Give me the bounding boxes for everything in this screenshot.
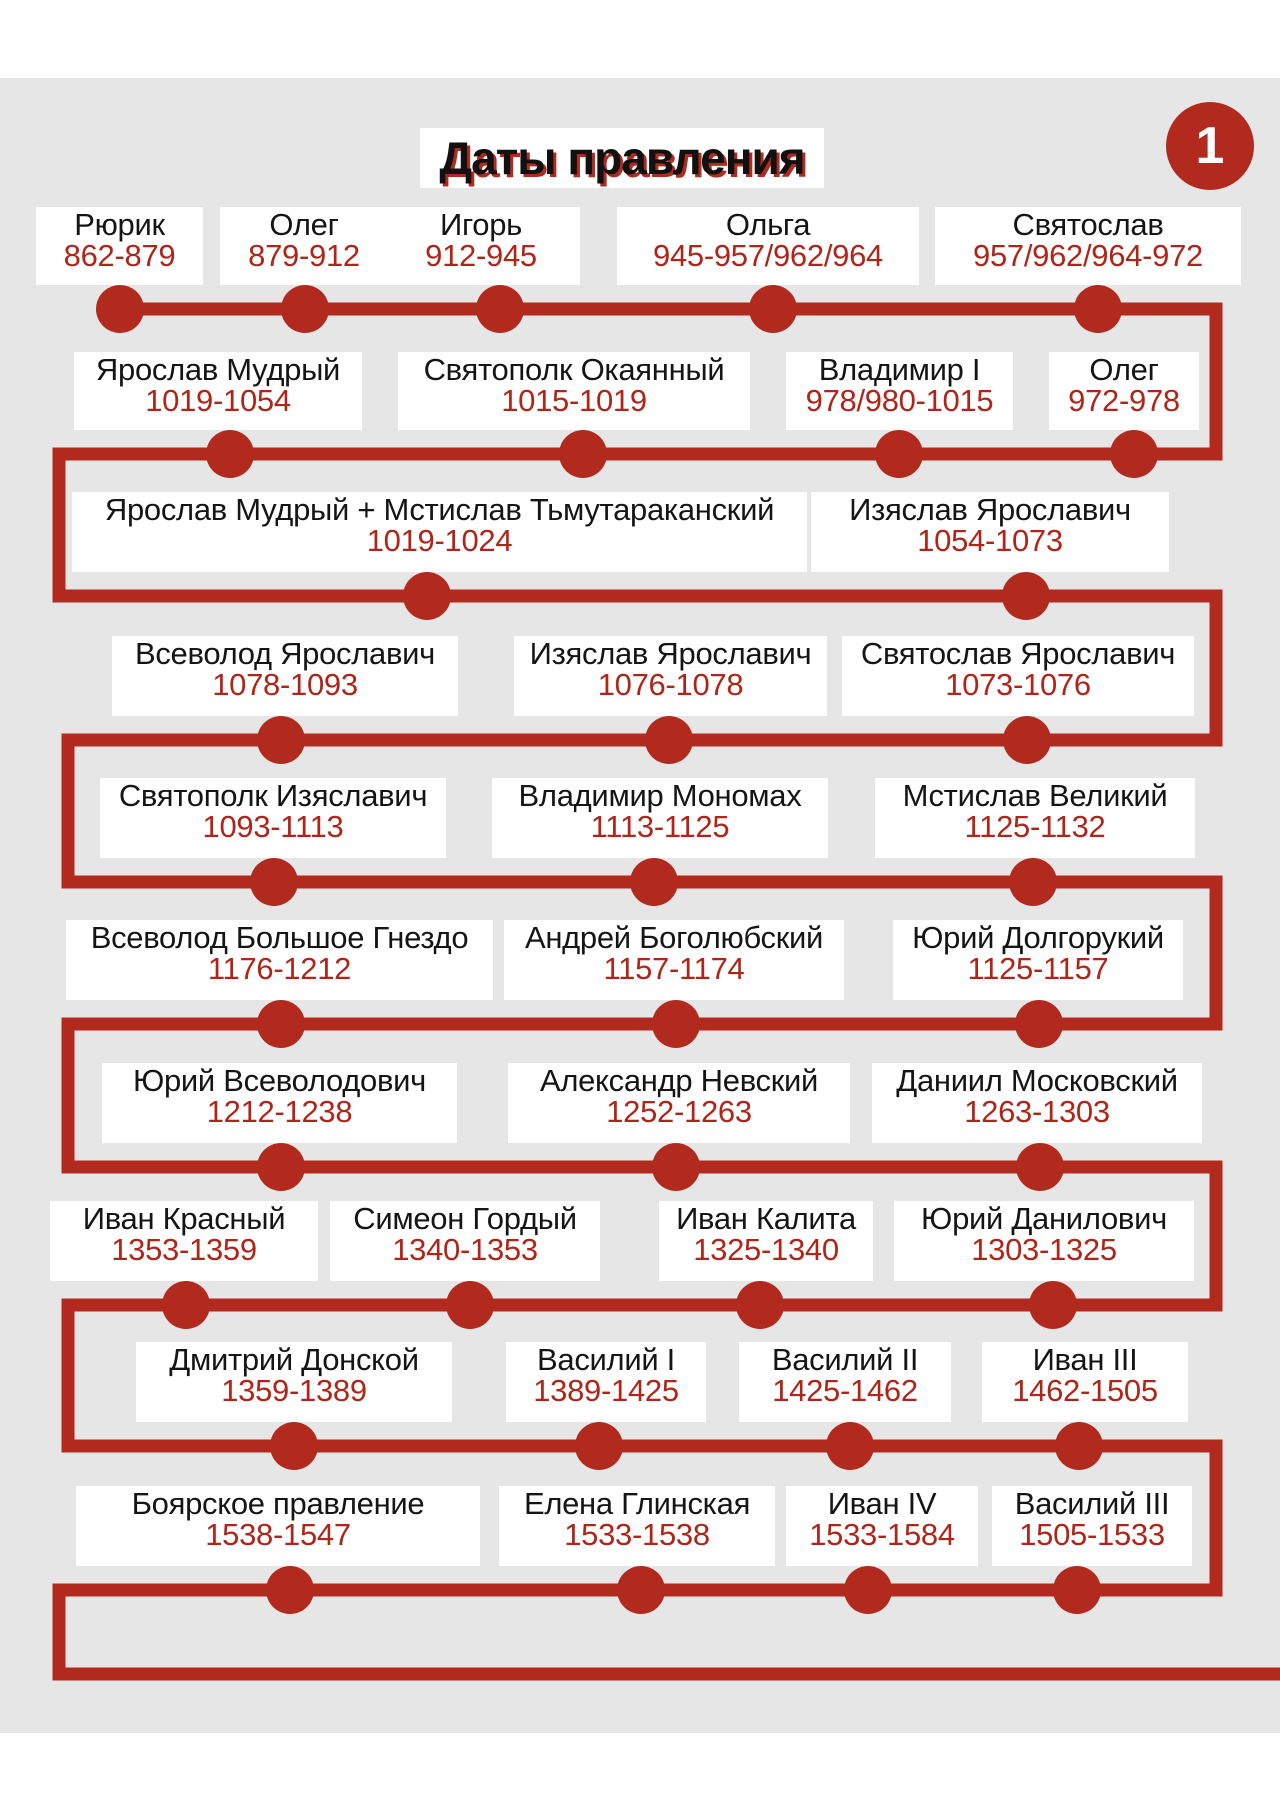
ruler-card <box>66 920 493 1000</box>
ruler-dates: 1015-1019 <box>501 383 647 418</box>
ruler-name: Игорь <box>439 207 523 242</box>
ruler-name: Иван Калита <box>676 1201 856 1236</box>
ruler-name: Святослав <box>1012 207 1164 242</box>
ruler-name: Елена Глинская <box>523 1486 751 1521</box>
timeline-node <box>1074 285 1122 333</box>
ruler-dates: 978/980-1015 <box>805 383 994 418</box>
timeline-node <box>257 716 305 764</box>
ruler-card <box>811 492 1169 572</box>
timeline-node <box>257 1143 305 1191</box>
ruler-dates: 1157-1174 <box>603 951 745 986</box>
ruler-name: Василий II <box>771 1342 919 1377</box>
timeline-node <box>1110 430 1158 478</box>
timeline-node <box>1003 716 1051 764</box>
timeline-node <box>1029 1281 1077 1329</box>
ruler-card <box>893 920 1183 1000</box>
ruler-card <box>617 207 919 285</box>
ruler-name: Рюрик <box>74 207 165 242</box>
ruler-card <box>220 207 388 285</box>
page-title: Даты правления <box>420 128 824 188</box>
timeline-node <box>281 285 329 333</box>
ruler-dates: 1073-1076 <box>945 667 1091 702</box>
ruler-card <box>659 1201 873 1281</box>
ruler-dates: 879-912 <box>248 238 360 273</box>
timeline-node <box>652 1000 700 1048</box>
ruler-card <box>136 1342 452 1422</box>
ruler-card <box>894 1201 1194 1281</box>
ruler-card <box>504 920 844 1000</box>
ruler-name: Ольга <box>725 207 811 242</box>
ruler-dates: 1076-1078 <box>597 667 744 702</box>
ruler-name: Олег <box>1089 352 1159 387</box>
timeline-node <box>559 430 607 478</box>
ruler-name: Иван IV <box>827 1486 937 1521</box>
ruler-card <box>842 636 1194 716</box>
ruler-name: Ярослав Мудрый + Мстислав Тьмутараканский <box>104 492 775 527</box>
timeline-node <box>270 1422 318 1470</box>
ruler-dates: 1533-1538 <box>564 1517 710 1552</box>
ruler-card <box>508 1063 850 1143</box>
ruler-card <box>786 352 1013 430</box>
ruler-dates: 1252-1263 <box>606 1094 752 1129</box>
timeline-node <box>1009 858 1057 906</box>
ruler-dates: 1359-1389 <box>221 1373 367 1408</box>
ruler-dates: 1325-1340 <box>693 1232 839 1267</box>
ruler-card <box>74 352 362 430</box>
ruler-name: Дмитрий Донской <box>169 1342 419 1377</box>
ruler-dates: 912-945 <box>425 238 537 273</box>
ruler-dates: 1462-1505 <box>1012 1373 1158 1408</box>
ruler-card <box>499 1486 775 1566</box>
timeline-node <box>266 1566 314 1614</box>
timeline-node <box>96 285 144 333</box>
ruler-dates: 1125-1132 <box>964 809 1106 844</box>
ruler-dates: 1113-1125 <box>590 809 730 844</box>
ruler-card <box>739 1342 951 1422</box>
ruler-dates: 1054-1073 <box>917 523 1063 558</box>
ruler-name: Боярское правление <box>131 1486 425 1521</box>
ruler-card <box>506 1342 706 1422</box>
ruler-card <box>982 1342 1188 1422</box>
timeline-node <box>250 858 298 906</box>
timeline-node <box>257 1000 305 1048</box>
ruler-name: Александр Невский <box>539 1063 819 1098</box>
ruler-name: Всеволод Ярославич <box>134 636 436 671</box>
ruler-card <box>935 207 1241 285</box>
timeline-node <box>476 285 524 333</box>
ruler-card <box>786 1486 978 1566</box>
ruler-dates: 1353-1359 <box>111 1232 257 1267</box>
ruler-card <box>36 207 203 285</box>
ruler-dates: 1093-1113 <box>202 809 344 844</box>
timeline-node <box>1055 1422 1103 1470</box>
ruler-name: Симеон Гордый <box>353 1201 577 1236</box>
timeline-node <box>617 1566 665 1614</box>
ruler-dates: 1125-1157 <box>967 951 1109 986</box>
ruler-dates: 945-957/962/964 <box>653 238 883 273</box>
ruler-card <box>102 1063 457 1143</box>
ruler-name: Владимир Мономах <box>518 778 802 813</box>
timeline-node <box>1015 1000 1063 1048</box>
ruler-card <box>992 1486 1192 1566</box>
ruler-dates: 1176-1212 <box>207 951 352 986</box>
timeline-node <box>1002 572 1050 620</box>
ruler-card <box>100 778 446 858</box>
ruler-dates: 1078-1093 <box>212 667 358 702</box>
timeline-node <box>652 1143 700 1191</box>
ruler-name: Святослав Ярославич <box>860 636 1176 671</box>
ruler-name: Иван Красный <box>82 1201 286 1236</box>
ruler-card <box>50 1201 318 1281</box>
ruler-dates: 1538-1547 <box>205 1517 351 1552</box>
ruler-card <box>1049 352 1199 430</box>
ruler-card <box>330 1201 600 1281</box>
ruler-card <box>382 207 580 285</box>
ruler-card <box>872 1063 1202 1143</box>
timeline-node <box>875 430 923 478</box>
timeline-node <box>1016 1143 1064 1191</box>
timeline-node <box>749 285 797 333</box>
timeline-node <box>206 430 254 478</box>
ruler-name: Олег <box>269 207 339 242</box>
ruler-name: Василий I <box>537 1342 675 1377</box>
timeline-node <box>1053 1566 1101 1614</box>
ruler-name: Андрей Боголюбский <box>524 920 824 955</box>
ruler-name: Василий III <box>1014 1486 1170 1521</box>
ruler-dates: 1303-1325 <box>971 1232 1117 1267</box>
ruler-name: Даниил Московский <box>896 1063 1178 1098</box>
ruler-dates: 1019-1054 <box>145 383 291 418</box>
timeline-node <box>844 1566 892 1614</box>
ruler-name: Юрий Данилович <box>921 1201 1167 1236</box>
ruler-name: Юрий Долгорукий <box>912 920 1164 955</box>
timeline-node <box>736 1281 784 1329</box>
ruler-dates: 1505-1533 <box>1019 1517 1165 1552</box>
ruler-name: Владимир I <box>818 352 981 387</box>
ruler-card <box>112 636 458 716</box>
ruler-card <box>76 1486 480 1566</box>
timeline-node <box>446 1281 494 1329</box>
ruler-dates: 972-978 <box>1068 383 1180 418</box>
ruler-name: Святополк Окаянный <box>423 352 725 387</box>
ruler-dates: 1425-1462 <box>772 1373 918 1408</box>
ruler-dates: 957/962/964-972 <box>973 238 1203 273</box>
ruler-name: Святополк Изяславич <box>118 778 428 813</box>
timeline-node <box>403 572 451 620</box>
ruler-name: Изяслав Ярославич <box>849 492 1131 527</box>
timeline-node <box>826 1422 874 1470</box>
ruler-name: Всеволод Большое Гнездо <box>90 920 469 955</box>
timeline-node <box>645 716 693 764</box>
ruler-dates: 1340-1353 <box>392 1232 538 1267</box>
ruler-dates: 1212-1238 <box>206 1094 353 1129</box>
ruler-name: Изяслав Ярославич <box>529 636 812 671</box>
ruler-dates: 1019-1024 <box>366 523 513 558</box>
ruler-name: Юрий Всеволодович <box>132 1063 427 1098</box>
timeline-node <box>630 858 678 906</box>
ruler-name: Мстислав Великий <box>902 778 1168 813</box>
ruler-dates: 1263-1303 <box>964 1094 1110 1129</box>
ruler-dates: 862-879 <box>63 238 176 273</box>
ruler-name: Ярослав Мудрый <box>95 352 341 387</box>
timeline-node <box>575 1422 623 1470</box>
ruler-card <box>72 492 807 572</box>
ruler-card <box>875 778 1195 858</box>
timeline-node <box>162 1281 210 1329</box>
ruler-card <box>398 352 750 430</box>
page-number-badge: 1 <box>1166 102 1254 190</box>
ruler-name: Иван III <box>1032 1342 1138 1377</box>
ruler-card <box>492 778 828 858</box>
ruler-dates: 1533-1584 <box>809 1517 955 1552</box>
ruler-dates: 1389-1425 <box>533 1373 679 1408</box>
ruler-card <box>514 636 827 716</box>
